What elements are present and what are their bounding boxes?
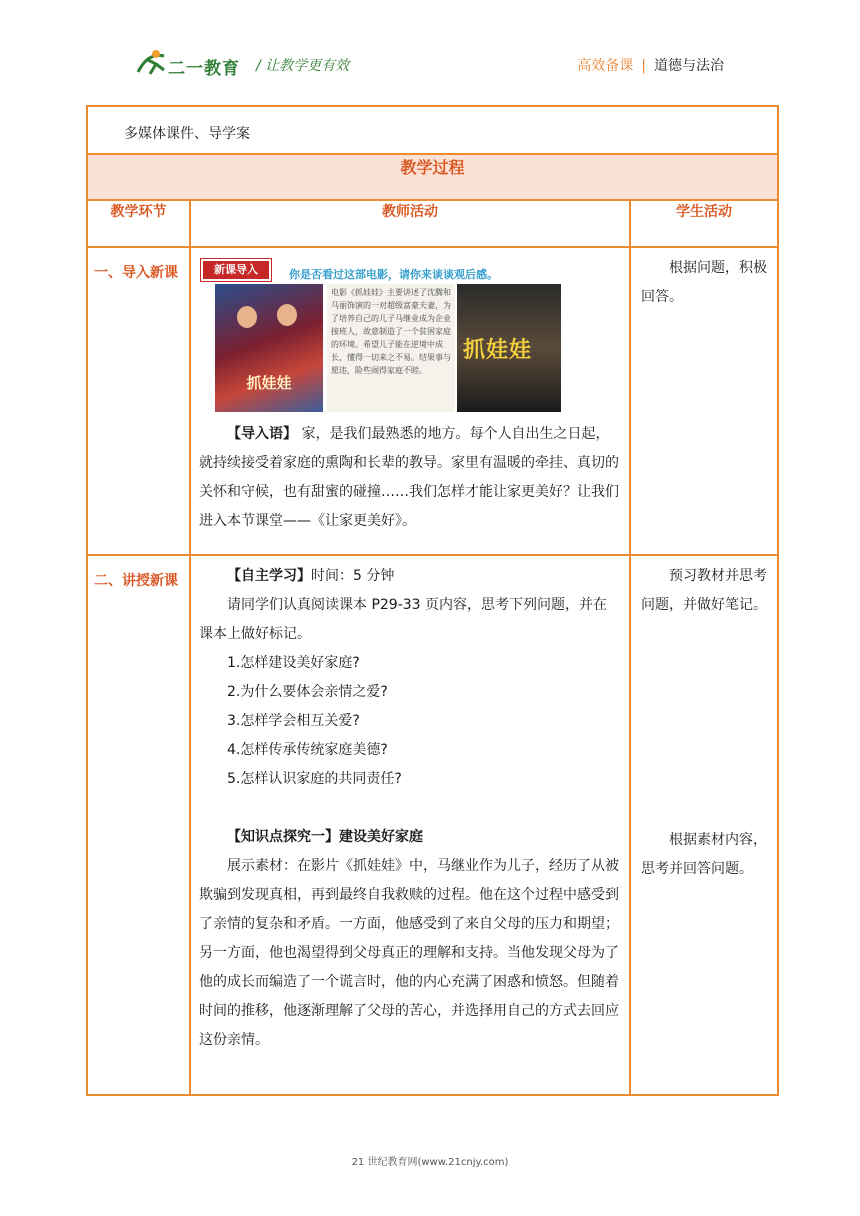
banner-question: 你是否看过这部电影，请你来谈谈观后感。 bbox=[289, 268, 498, 281]
question-item: 2.为什么要体会亲情之爱? bbox=[227, 684, 388, 700]
page-header bbox=[0, 0, 860, 100]
intro-label: 【导入语】 bbox=[227, 426, 297, 442]
header-right bbox=[577, 55, 724, 75]
intro-banner-image bbox=[199, 254, 561, 414]
explore-text: 展示素材：在影片《抓娃娃》中，马继业作为儿子，经历了从被欺骗到发现真相，再到最终自我救赎的过程。他在这个过程中感受到了亲情的复杂和矛盾。一方面，他感受到了来自父母的压力和期望；另一方面，他也渴望得到父母真正的理解和支持。当他发现父母为了他的成长而编造了一个谎言时，他的内心充满了困惑和愤怒。但随着时间的推移，他逐渐理解了父母的苦心，并选择用自己的方式去回应这份亲情。 bbox=[199, 858, 619, 1048]
stage-cell bbox=[87, 247, 190, 555]
question-item: 5.怎样认识家庭的共同责任? bbox=[227, 771, 402, 787]
explore-title: 【知识点探究一】建设美好家庭 bbox=[227, 829, 423, 845]
materials-cell bbox=[87, 106, 778, 154]
poster-title: 抓娃娃 bbox=[246, 374, 292, 392]
question-item: 3.怎样学会相互关爱? bbox=[227, 713, 360, 729]
slogan: / 让教学更有效 bbox=[256, 58, 350, 74]
movie-poster-right bbox=[457, 284, 561, 412]
student-activity-2: 根据素材内容，思考并回答问题。 bbox=[641, 832, 767, 877]
col-header-stage: 教学环节 bbox=[87, 200, 190, 247]
col-header-student: 学生活动 bbox=[630, 200, 778, 247]
table-row bbox=[87, 555, 778, 1095]
col-header-teacher: 教师活动 bbox=[190, 200, 630, 247]
stage-cell bbox=[87, 555, 190, 1095]
movie-synopsis: 电影《抓娃娃》主要讲述了沈腾和马丽饰演的一对超级富豪夫妻，为了培养自己的儿子马继业成为企业接班人，故意制造了一个贫困家庭的环境。希望儿子能在逆境中成长，懂得一切来之不易。结果事与愿违，险些闹得家庭不睦。 bbox=[327, 284, 455, 412]
process-title-cell bbox=[87, 154, 778, 200]
table-row bbox=[87, 247, 778, 555]
intro-text: 家，是我们最熟悉的地方。每个人自出生之日起，就持续接受着家庭的熏陶和长辈的教导。家里有温暖的牵挂、真切的关怀和守候，也有甜蜜的碰撞……我们怎样才能让家更美好？让我们进入本节课堂——《让家更美好》。 bbox=[199, 426, 619, 529]
movie-poster-left bbox=[215, 284, 323, 412]
instruction-text: 请同学们认真阅读课本 P29-33 页内容，思考下列问题，并在课本上做好标记。 bbox=[199, 597, 608, 642]
header-subject: 道德与法治 bbox=[654, 58, 724, 74]
student-activity: 根据问题，积极回答。 bbox=[641, 260, 767, 305]
poster-title-right: 抓娃娃 bbox=[463, 338, 533, 363]
process-title: 教学过程 bbox=[400, 158, 465, 177]
header-category: 高效备课 bbox=[577, 58, 634, 74]
materials-text: 多媒体课件、导学案 bbox=[124, 126, 250, 142]
self-study-label: 【自主学习】 bbox=[227, 568, 311, 584]
logo-text: 二一教育 bbox=[168, 59, 240, 79]
lesson-table bbox=[86, 105, 779, 1096]
self-study-line bbox=[199, 562, 621, 591]
student-cell bbox=[630, 247, 778, 555]
self-study-time: 时间：5 分钟 bbox=[311, 568, 395, 584]
page-footer: 21 世纪教育网(www.21cnjy.com) bbox=[351, 1157, 509, 1168]
question-item: 1.怎样建设美好家庭? bbox=[227, 655, 360, 671]
banner-tag: 新课导入 bbox=[201, 259, 271, 281]
teacher-cell bbox=[190, 247, 630, 555]
stage-label: 二、讲授新课 bbox=[94, 573, 178, 589]
header-separator: | bbox=[641, 58, 646, 74]
student-cell bbox=[630, 555, 778, 1095]
stage-label: 一、导入新课 bbox=[94, 265, 178, 281]
intro-paragraph bbox=[199, 420, 621, 536]
question-item: 4.怎样传承传统家庭美德? bbox=[227, 742, 388, 758]
student-activity-1: 预习教材并思考问题，并做好笔记。 bbox=[641, 568, 767, 613]
teacher-cell bbox=[190, 555, 630, 1095]
